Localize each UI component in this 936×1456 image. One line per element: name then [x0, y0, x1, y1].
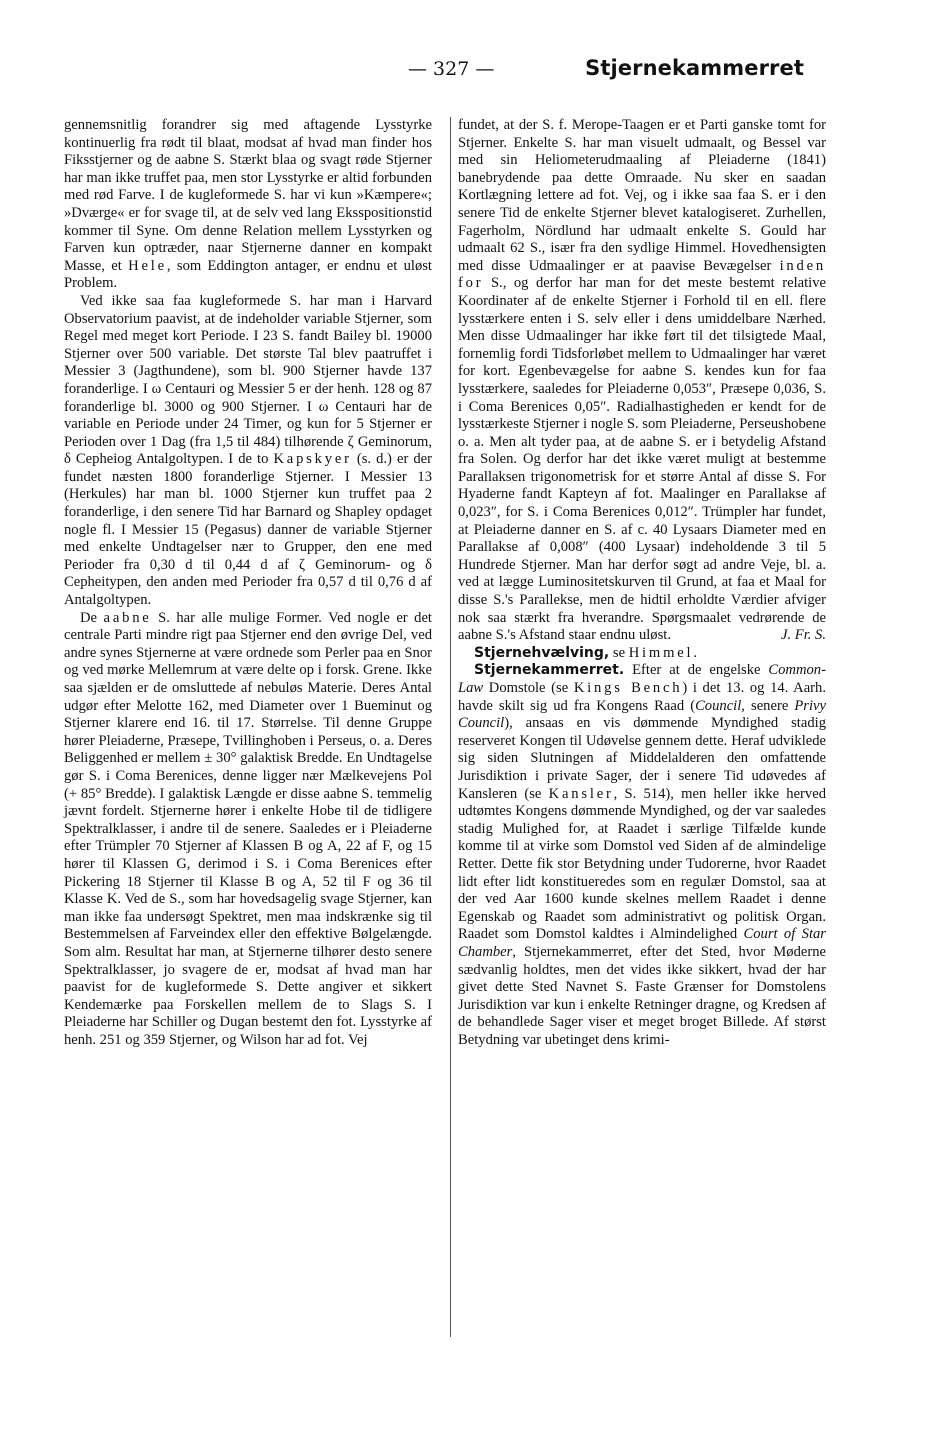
right-column — [458, 117, 826, 1049]
entry-stjernehvaelving: Stjernehvælving, se Himmel. — [474, 644, 700, 661]
paragraph: fundet, at der S. f. Merope-Taagen er et Parti ganske tomt for Stjerner. Enkelte S. har man visuelt udmaalt, og Bessel var med sin Heliometerudmaaling af Pleiaderne (1841) banebrydende paa dette Omraade. Nu sker en saadan Kortlægning lettere ad fot. Vej, og i ikke saa faa S. er i den senere Tid de enkelte Stjerner blevet katalogiseret. Zurhellen, Fagerholm, Nördlund har udmaalt enkelte S. Gould har udmaalt 62 S., især fra den sydlige Himmel. Hovedhensigten med disse Udmaalinger er at paavise Bevægelser inden for S., og derfor har man for det meste bestemt relative Koordinater af de enkelte Stjerner i Forhold til en ell. flere lysstærkere enten i S. selv eller i dens umiddelbare Nærhed. Men disse Udmaalinger har ikke ført til det tilsigtede Maal, fornemlig fordi Tidsforløbet mellem to Udmaalinger har været for kort. Egenbevægelse for aabne S. kendes kun for faa lysstærkere, saaledes for Pleiaderne 0,053″, Præsepe 0,036, S. i Coma Berenices 0,05″. Radialhastigheden er kendt for de lysstærkeste Stjerner i nogle S. som Pleiaderne, Perseushobene o. a. Men alt tyder paa, at de aabne S. er i betydelig Afstand fra Solen. Og derfor har det ikke været muligt at bestemme Parallaksen trigonometrisk for et større Antal af disse S. For Hyaderne fandt Kapteyn af fot. Maalinger en Parallakse af 0,023″, for S. i Coma Berenices 0,012″. Trümpler har fundet, at Pleiaderne danner en S. af c. 40 Lysaars Diameter med en Parallakse af 0,008″ (400 Lysaar) indeholdende 3 til 5 Hundrede Stjerner. Man har derfor søgt ad andre Veje, bl. a. ved at lægge Luminositetskurven til Grund, at faa et Maal for disse S.'s Parallekse, men de hidtil erholdte Værdier afviger nok saa stærkt fra hverandre. Spørgsmaalet vedrørende de aabne S.'s Afstand staar endnu uløst. J. Fr. S. — [458, 117, 826, 644]
cross-reference: Kansler — [548, 785, 614, 802]
page-header — [0, 58, 936, 88]
page-number: — 327 — — [408, 58, 495, 80]
paragraph: Ved ikke saa faa kugleformede S. har man i Harvard Observatorium paavist, at de indeholder variable Stjerner, som Regel med meget kort Periode. I 23 S. fandt Bailey bl. 19000 Stjerner over 500 variable. Det største Tal blev paatruffet i Messier 3 (Jagthundene), som bl. 900 Stjerner havde 137 foranderlige. I ω Centauri og Messier 5 er der henh. 128 og 87 foranderlige bl. 3000 og 900 Stjerner. I ω Centauri har de variable en Periode under 24 Timer, og kun for 5 Stjerner er Perioden over 1 Dag (fra 1,5 til 484) tilhørende ζ Geminorum, δ Cepheiog Antalgoltypen. I de to Kapskyer (s. d.) er der fundet næsten 1800 foranderlige Stjerner. I Messier 13 (Herkules) har man bl. 1000 Stjerner kun truffet paa 2 foranderlige, i den senere Tid har Barnard og Shapley opdaget nogle fl. I Messier 15 (Pegasus) danner de variable Stjerner med enkelte Undtagelser nær to Grupper, den ene med Perioder fra 0,30 d til 0,44 d af ζ Geminorum- og δ Cepheitypen, den anden med Perioder fra 0,57 d til 0,76 d af Antalgoltypen. — [64, 292, 432, 609]
left-column — [64, 117, 432, 1049]
cross-reference: Kings Bench — [573, 680, 683, 696]
paragraph: De aabne S. har alle mulige Former. Ved nogle er det centrale Parti mindre rigt paa Stjerner end den øvrige Del, ved andre synes Stjernerne at være ordnede som Perler paa en Snor og ved mørke Mellemrum at være delte op i forsk. Grene. Ikke saa sjælden er de omsluttede af nebuløs Materie. Deres Antal udgør efter Melotte 162, med Diameter over 1 Bueminut og Stjerner klarere end 16. til 17. Størrelse. Til denne Gruppe hører Pleiaderne, Præsepe, Tvillinghoben i Perseus, o. a. Deres Beliggenhed er mellem ± 30° galaktisk Bredde. En Undtagelse gør S. i Coma Berenices, denne ligger nær Mælkevejens Pol (+ 85° Bredde). I galaktisk Længde er disse aabne S. temmelig jævnt fordelt. Stjernerne hører i enkelte Hobe til de tidligere Spektralklasser, i andre til de senere. Saaledes er i Pleiaderne efter Trümpler 70 Stjerner af Klassen B og A, 22 af F, og 15 hører til Klassen G, derimod i S. i Coma Berenices efter Pickering 18 Stjerner til Klasse B og A, 52 til F og 36 til Klasse K. Ved de S., som har hovedsagelig svage Stjerner, kan man ikke faa undersøgt Spektret, men maa indskrænke sig til Bestemmelsen af Farveindex eller den effektive Bølgelængde. Som alm. Resultat har man, at Stjernerne tilhører desto senere Spektralklasser, jo svagere de er, modsat af hvad man har paavist for de kugleformede S. Dette angiver et sikkert Kendemærke paa Forskellen mellem de to Slags S. I Pleiaderne har Schiller og Dugan bestemt den fot. Lysstyrke af henh. 251 og 359 Stjerner, og Wilson har ad fot. Vej — [64, 609, 432, 1048]
entry-stjernekammerret: Stjernekammerret. Efter at de engelske Common-Law Domstole (se Kings Bench) i det 13. og 14. Aarh. havde skilt sig ud fra Kongens Raad (Council, senere Privy Council), ansaas en vis dømmende Myndighed stadig reserveret Kongen til Udøvelse gennem dette. Heraf udviklede sig siden Slutningen af Middelalderen den omfattende Jurisdiktion i private Sager, der i senere Tid udøvedes af Kansleren (se Kansler, S. 514), men heller ikke herved udtømtes Kongens dømmende Myndighed, og der var saaledes stadig Mulighed for, at Raadet i særlige Tilfælde kunde komme til at virke som Domstol ved Siden af de almindelige Retter. Dette fik stor Betydning under Tudorerne, hvor Raadet lidt efter lidt konstitueredes som en regulær Domstol, saa at der ved Aar 1600 kunde skelnes mellem Raadet i denne Egenskab og Raadet som administrativt og politisk Organ. Raadet som Domstol kaldtes i Almindelighed Court of Star Chamber, Stjernekammerret, efter det Sted, hvor Møderne sædvanlig holdtes, men det vides ikke sikkert, hvad der har givet dette Sted Navnet S. Faste Grænser for Domstolens Jurisdiktion var kun i enkelte Retninger dragne, og Kredsen af de behandlede Sager viser et meget broget Billede. Af størst Betydning var ubetinget dens krimi- — [458, 662, 826, 1048]
author-signature: J. Fr. S. — [781, 627, 826, 644]
entry-headword: Stjernekammerret. — [474, 662, 625, 679]
running-head: Stjernekammerret — [585, 56, 804, 80]
paragraph: gennemsnitlig forandrer sig med aftagende Lysstyrke kontinuerlig fra rødt til blaat, modsat af hvad man finder hos Fiksstjerner og de aabne S. Stærkt blaa og svagt røde Stjerner har man ikke truffet paa, men stor Lysstyrke er altid forbunden med rød Farve. I de kugleformede S. har vi kun »Kæmpere«; »Dværge« er for svage til, at de selv ved lang Eksspositionstid kommer til Syne. Om denne Relation mellem Lysstyrken og Farven kun optræder, naar Stjernerne danner en kompakt Masse, et Hele, som Eddington antager, er endnu et uløst Problem. — [64, 117, 432, 292]
column-divider — [450, 117, 451, 1337]
entry-headword: Stjernehvælving, — [474, 644, 610, 661]
cross-reference: Himmel. — [628, 644, 700, 661]
